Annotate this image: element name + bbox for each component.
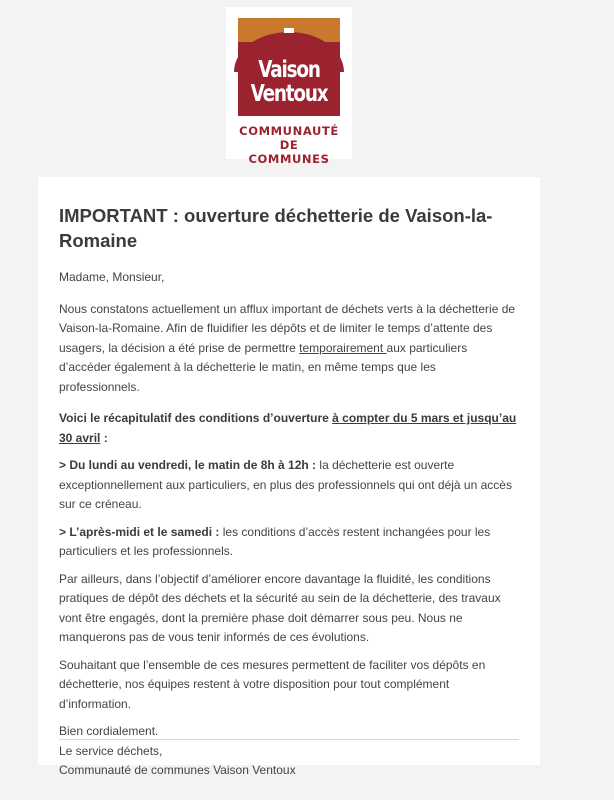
signature-line-2: Le service déchets, xyxy=(59,743,163,758)
signature-line-1: Bien cordialement. xyxy=(59,724,159,738)
logo-caption-de-communes: DE COMMUNES xyxy=(248,138,330,166)
intro-underlined-temporairement: temporairement xyxy=(299,340,387,355)
weekday-text: la déchetterie est ouverte exceptionnellement aux particuliers, en plus des professionnels qui ont déjà un accès sur ce créneau. xyxy=(59,458,512,511)
logo-summit-mark xyxy=(284,28,294,33)
weekday-heading: > Du lundi au vendredi, le matin de 8h à 12h : xyxy=(59,458,317,472)
summary-colon: : xyxy=(100,430,108,445)
logo-container xyxy=(226,7,352,166)
intro-text-after: aux particuliers d’accéder également à la déchetterie le matin, en même temps que les professionnels. xyxy=(59,340,468,394)
footer-divider xyxy=(59,739,519,740)
closing-paragraph: Souhaitant que l’ensemble de ces mesures permettent de faciliter vos dépôts en déchetterie, nos équipes restent à votre disposition pour tout complément d’information. xyxy=(59,657,486,711)
logo-caption-communaute: COMMUNAUTÉ xyxy=(239,124,339,138)
intro-text-before: Nous constatons actuellement un afflux important de déchets verts à la déchetterie de Vaison-la-Romaine. Afin de fluidifier les dépôts et de limiter le temps d’attente des usagers, la décision a été prise de permettre xyxy=(59,301,516,355)
weekday-paragraph xyxy=(59,456,519,515)
email-title: IMPORTANT : ouverture déchetterie de Vaison-la-Romaine xyxy=(59,205,493,251)
intro-paragraph xyxy=(59,300,519,398)
summary-bold-text xyxy=(59,411,516,445)
logo-word-ventoux: Ventoux xyxy=(250,81,328,107)
afternoon-paragraph xyxy=(59,523,519,562)
greeting-paragraph: Madame, Monsieur, xyxy=(59,270,165,284)
summary-date-range: à compter du 5 mars et jusqu’au 30 avril xyxy=(59,411,517,445)
afternoon-text: les conditions d’accès restent inchangées pour les particuliers et les professionnels. xyxy=(59,524,491,558)
summary-lead: Voici le récapitulatif des conditions d’ouverture xyxy=(59,411,333,425)
vaison-ventoux-logo xyxy=(238,18,340,166)
afternoon-heading: > L’après-midi et le samedi : xyxy=(59,524,220,539)
signature-block xyxy=(59,722,519,781)
signature-line-3: Communauté de communes Vaison Ventoux xyxy=(59,763,296,777)
works-paragraph: Par ailleurs, dans l’objectif d’améliorer encore davantage la fluidité, les conditions pratiques de dépôt des déchets et la sécurité au sein de la déchetterie, des travaux vont être engagés, dont la première phase doit démarrer sous peu. Nous ne manquerons pas de vous tenir informés de ces évolutions. xyxy=(59,571,501,644)
email-body-card xyxy=(38,177,540,777)
logo-word-vaison: Vaison xyxy=(258,57,320,83)
summary-paragraph xyxy=(59,409,519,448)
